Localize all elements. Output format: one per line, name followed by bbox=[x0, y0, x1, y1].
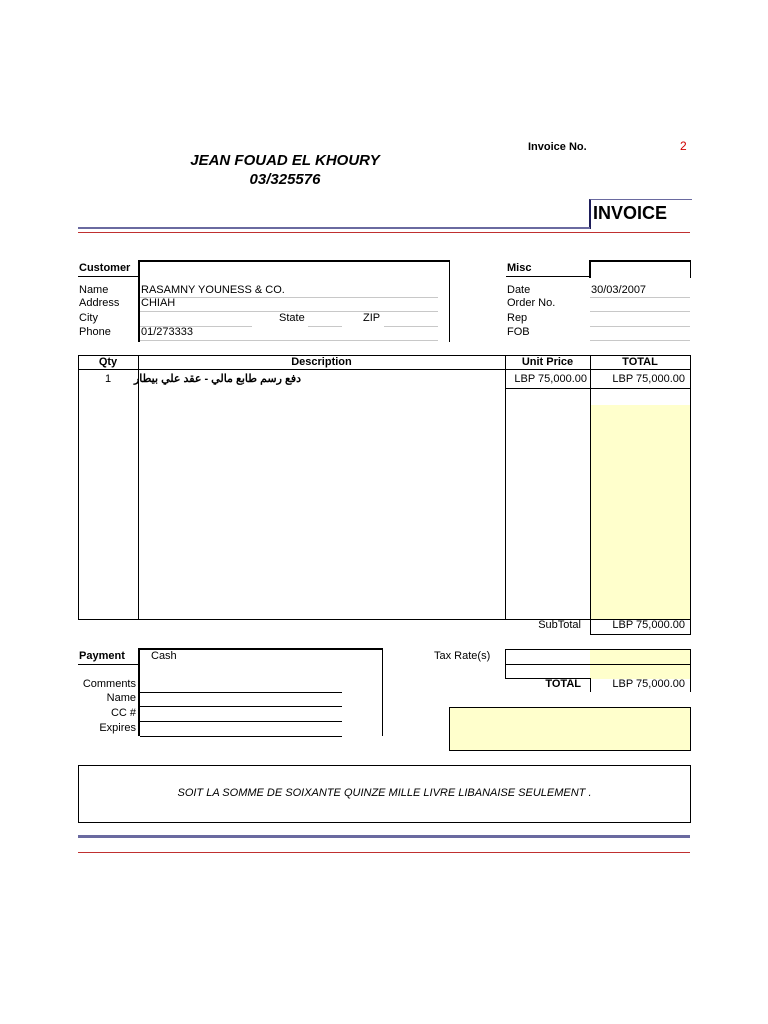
customer-state-underline bbox=[308, 326, 342, 327]
header-total: TOTAL bbox=[622, 356, 658, 368]
customer-zip-label: ZIP bbox=[363, 312, 381, 324]
items-row1-rule bbox=[505, 388, 691, 389]
row-description: دفع رسم طابع مالي - عقد علي بيطار bbox=[133, 373, 301, 385]
total-label: TOTAL bbox=[545, 678, 581, 690]
items-col-divider-1 bbox=[138, 355, 139, 620]
items-table bbox=[78, 355, 691, 620]
customer-heading-rule bbox=[78, 276, 140, 277]
row-qty: 1 bbox=[104, 373, 112, 385]
payment-name-label: Name bbox=[106, 692, 136, 704]
misc-box bbox=[589, 260, 691, 278]
customer-address[interactable]: CHIAH bbox=[141, 297, 176, 309]
total-value: LBP 75,000.00 bbox=[612, 678, 685, 690]
customer-phone[interactable]: 01/273333 bbox=[141, 326, 193, 338]
header-qty: Qty bbox=[98, 356, 118, 368]
customer-name-underline bbox=[140, 297, 438, 298]
customer-phone-label: Phone bbox=[79, 326, 111, 338]
misc-heading: Misc bbox=[507, 262, 532, 274]
header-description: Description bbox=[291, 356, 352, 368]
header-rule-blue bbox=[78, 227, 590, 229]
company-name: JEAN FOUAD EL KHOURY bbox=[190, 152, 380, 169]
misc-date[interactable]: 30/03/2007 bbox=[591, 284, 647, 296]
customer-city-label: City bbox=[79, 312, 98, 324]
header-unit-price: Unit Price bbox=[521, 356, 574, 368]
cc-label: CC # bbox=[110, 707, 136, 719]
misc-order-underline bbox=[590, 311, 690, 312]
notes-box[interactable] bbox=[449, 707, 691, 751]
customer-phone-underline bbox=[140, 340, 438, 341]
row-total: LBP 75,000.00 bbox=[612, 373, 685, 385]
row-unit-price: LBP 75,000.00 bbox=[514, 373, 587, 385]
items-col-divider-3 bbox=[590, 355, 591, 620]
misc-heading-rule bbox=[506, 276, 591, 277]
customer-zip-underline bbox=[384, 326, 438, 327]
misc-fob-underline bbox=[590, 340, 690, 341]
items-header-rule bbox=[78, 369, 691, 370]
payment-method[interactable]: Cash bbox=[151, 650, 177, 662]
payment-heading-rule bbox=[78, 664, 140, 665]
payment-heading: Payment bbox=[79, 650, 125, 662]
customer-name[interactable]: RASAMNY YOUNESS & CO. bbox=[141, 284, 285, 296]
misc-date-underline bbox=[590, 297, 690, 298]
invoice-title: INVOICE bbox=[593, 203, 668, 223]
misc-fob-label: FOB bbox=[507, 326, 530, 338]
invoice-number-label: Invoice No. bbox=[528, 141, 587, 153]
subtotal-value: LBP 75,000.00 bbox=[612, 619, 685, 631]
name-underline bbox=[140, 706, 342, 707]
customer-heading: Customer bbox=[79, 262, 131, 274]
amount-in-words: SOIT LA SOMME DE SOIXANTE QUINZE MILLE LIVRE LIBANAISE SEULEMENT . bbox=[177, 787, 592, 799]
items-col-divider-2 bbox=[505, 355, 506, 620]
header-rule-red bbox=[78, 232, 690, 233]
footer-rule-blue bbox=[78, 835, 690, 838]
tax-label: Tax Rate(s) bbox=[434, 650, 491, 662]
customer-state-label: State bbox=[279, 312, 305, 324]
company-phone: 03/325576 bbox=[249, 171, 321, 188]
footer-rule-red bbox=[78, 852, 690, 853]
misc-rep-underline bbox=[590, 326, 690, 327]
misc-date-label: Date bbox=[507, 284, 531, 296]
subtotal-label: SubTotal bbox=[538, 619, 581, 631]
customer-address-label: Address bbox=[79, 297, 120, 309]
total-cell-right bbox=[690, 678, 691, 692]
expires-underline bbox=[140, 736, 342, 737]
customer-name-label: Name bbox=[79, 284, 109, 296]
cc-underline bbox=[140, 721, 342, 722]
misc-order-label: Order No. bbox=[507, 297, 556, 309]
tax-value-mid-rule bbox=[590, 664, 691, 665]
expires-label: Expires bbox=[99, 722, 136, 734]
comments-underline bbox=[140, 692, 342, 693]
tax-rate-mid-rule bbox=[505, 664, 591, 665]
misc-rep-label: Rep bbox=[507, 312, 528, 324]
invoice-number: 2 bbox=[680, 139, 687, 153]
comments-label: Comments bbox=[82, 678, 136, 690]
